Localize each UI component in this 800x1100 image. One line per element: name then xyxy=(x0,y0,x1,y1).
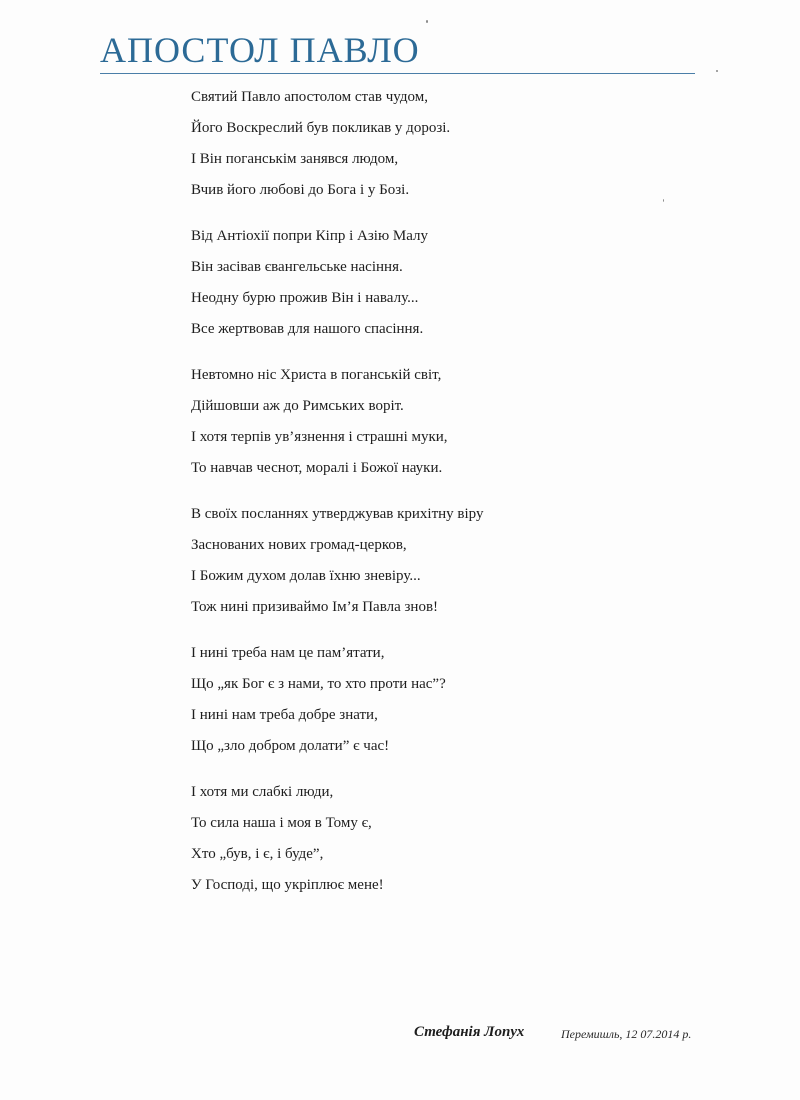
poem-line: І нині треба нам це пам’ятати, xyxy=(191,645,385,661)
poem-line: Хто „був, і є, і буде”, xyxy=(191,846,324,862)
poem-line: І Він поганськім занявся людом, xyxy=(191,151,399,167)
poem-line: Святий Павло апостолом став чудом, xyxy=(191,89,428,105)
poem-body xyxy=(191,90,691,924)
poem-title: АПОСТОЛ ПАВЛО xyxy=(100,30,420,70)
poem-line: Тож нині призиваймо Ім’я Павла знов! xyxy=(191,599,439,615)
stanza-6 xyxy=(191,785,691,893)
poem-line: Що „як Бог є з нами, то хто проти нас”? xyxy=(191,676,446,692)
poem-line: Дійшовши аж до Римських воріт. xyxy=(191,398,404,414)
poem-line: Що „зло добром долати” є час! xyxy=(191,738,390,754)
poem-line: Вчив його любові до Бога і у Бозі. xyxy=(191,182,410,198)
poem-line: І хотя ми слабкі люди, xyxy=(191,784,334,800)
poem-line: І Божим духом долав їхню зневіру... xyxy=(191,568,421,584)
poem-line: То навчав чеснот, моралі і Божої науки. xyxy=(191,460,443,476)
scan-speck xyxy=(426,20,428,23)
poem-line: У Господі, що укріплює мене! xyxy=(191,877,384,893)
poem-line: Він засівав євангельське насіння. xyxy=(191,259,403,275)
stanza-4 xyxy=(191,507,691,615)
poem-line: В своїх посланнях утверджував крихітну віру xyxy=(191,506,484,522)
author-signature: Стефанія Лопух xyxy=(414,1024,525,1040)
poem-line: То сила наша і моя в Тому є, xyxy=(191,815,372,831)
poem-line: Невтомно ніс Христа в поганській світ, xyxy=(191,367,442,383)
poem-line: Від Антіохії попри Кіпр і Азію Малу xyxy=(191,228,429,244)
poem-line: І нині нам треба добре знати, xyxy=(191,707,378,723)
poem-line: І хотя терпів ув’язнення і страшні муки, xyxy=(191,429,448,445)
place-date: Перемишль, 12 07.2014 р. xyxy=(561,1027,692,1041)
stanza-2 xyxy=(191,229,691,337)
poem-line: Заснованих нових громад-церков, xyxy=(191,537,407,553)
poem-line: Все жертвовав для нашого спасіння. xyxy=(191,321,424,337)
title-underline xyxy=(100,73,695,74)
poem-line: Неодну бурю прожив Він і навалу... xyxy=(191,290,419,306)
stanza-1 xyxy=(191,90,691,198)
poem-line: Його Воскреслий був покликав у дорозі. xyxy=(191,120,451,136)
stanza-5 xyxy=(191,646,691,754)
scan-speck xyxy=(716,70,718,72)
stanza-3 xyxy=(191,368,691,476)
